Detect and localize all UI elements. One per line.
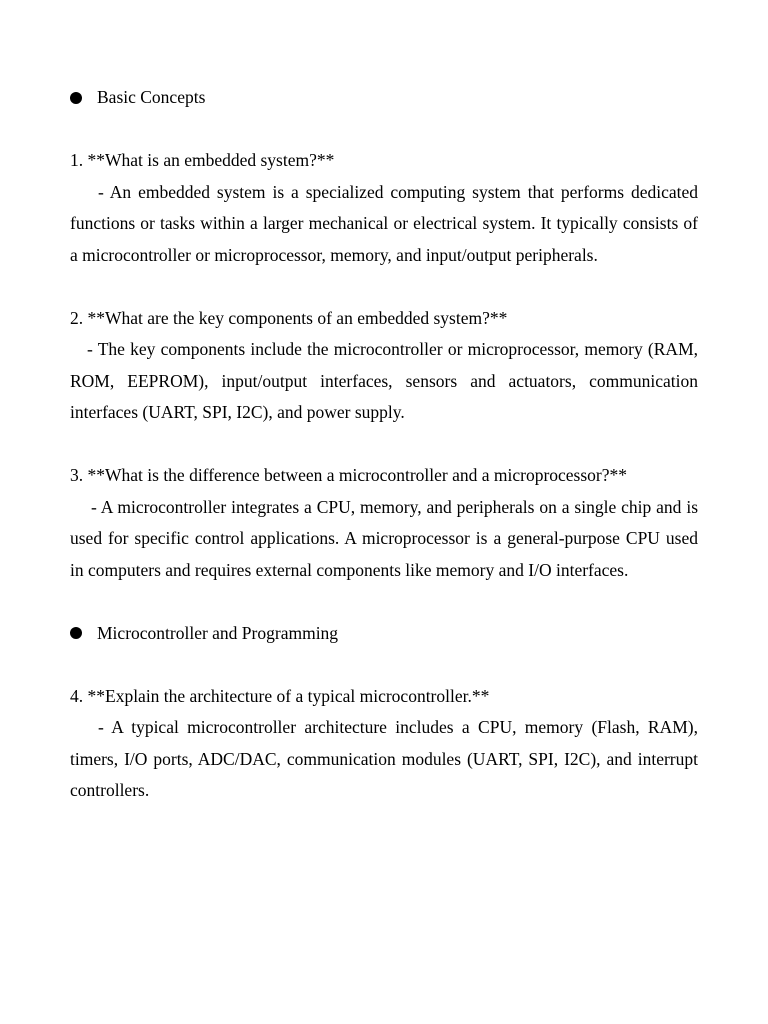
qa-item-4	[70, 681, 698, 807]
section-heading-microcontroller-programming	[70, 618, 698, 650]
question-text: 1. **What is an embedded system?**	[70, 150, 335, 170]
question-text: 3. **What is the difference between a microcontroller and a microprocessor?**	[70, 465, 628, 485]
section-heading-basic-concepts	[70, 82, 698, 114]
qa-item-3	[70, 460, 698, 586]
section-heading-label: Microcontroller and Programming	[97, 622, 339, 643]
qa-item-2	[70, 303, 698, 429]
question-text: 2. **What are the key components of an embedded system?**	[70, 307, 508, 328]
answer-text: - The key components include the microcontroller or microprocessor, memory (RAM, ROM, EEPROM), input/output interfaces, sensors and actuators, communication interfaces (UART, SPI, I2C), and power supply.	[70, 339, 698, 422]
bullet-icon	[70, 92, 82, 104]
answer-text: - An embedded system is a specialized computing system that performs dedicated functions or tasks within a larger mechanical or electrical system. It typically consists of a microcontroller or microprocessor, memory, and input/output peripherals.	[70, 181, 698, 265]
document-page	[70, 82, 698, 838]
qa-item-1	[70, 145, 698, 271]
answer-text: - A microcontroller integrates a CPU, memory, and peripherals on a single chip and is used for specific control applications. A microprocessor is a general-purpose CPU used in computers and requires external components like memory and I/O interfaces.	[70, 496, 698, 580]
answer-text: - A typical microcontroller architecture includes a CPU, memory (Flash, RAM), timers, I/O ports, ADC/DAC, communication modules (UART, SPI, I2C), and interrupt controllers.	[70, 717, 698, 800]
bullet-icon	[70, 627, 82, 639]
question-text: 4. **Explain the architecture of a typical microcontroller.**	[70, 685, 490, 706]
section-heading-label: Basic Concepts	[97, 87, 206, 107]
